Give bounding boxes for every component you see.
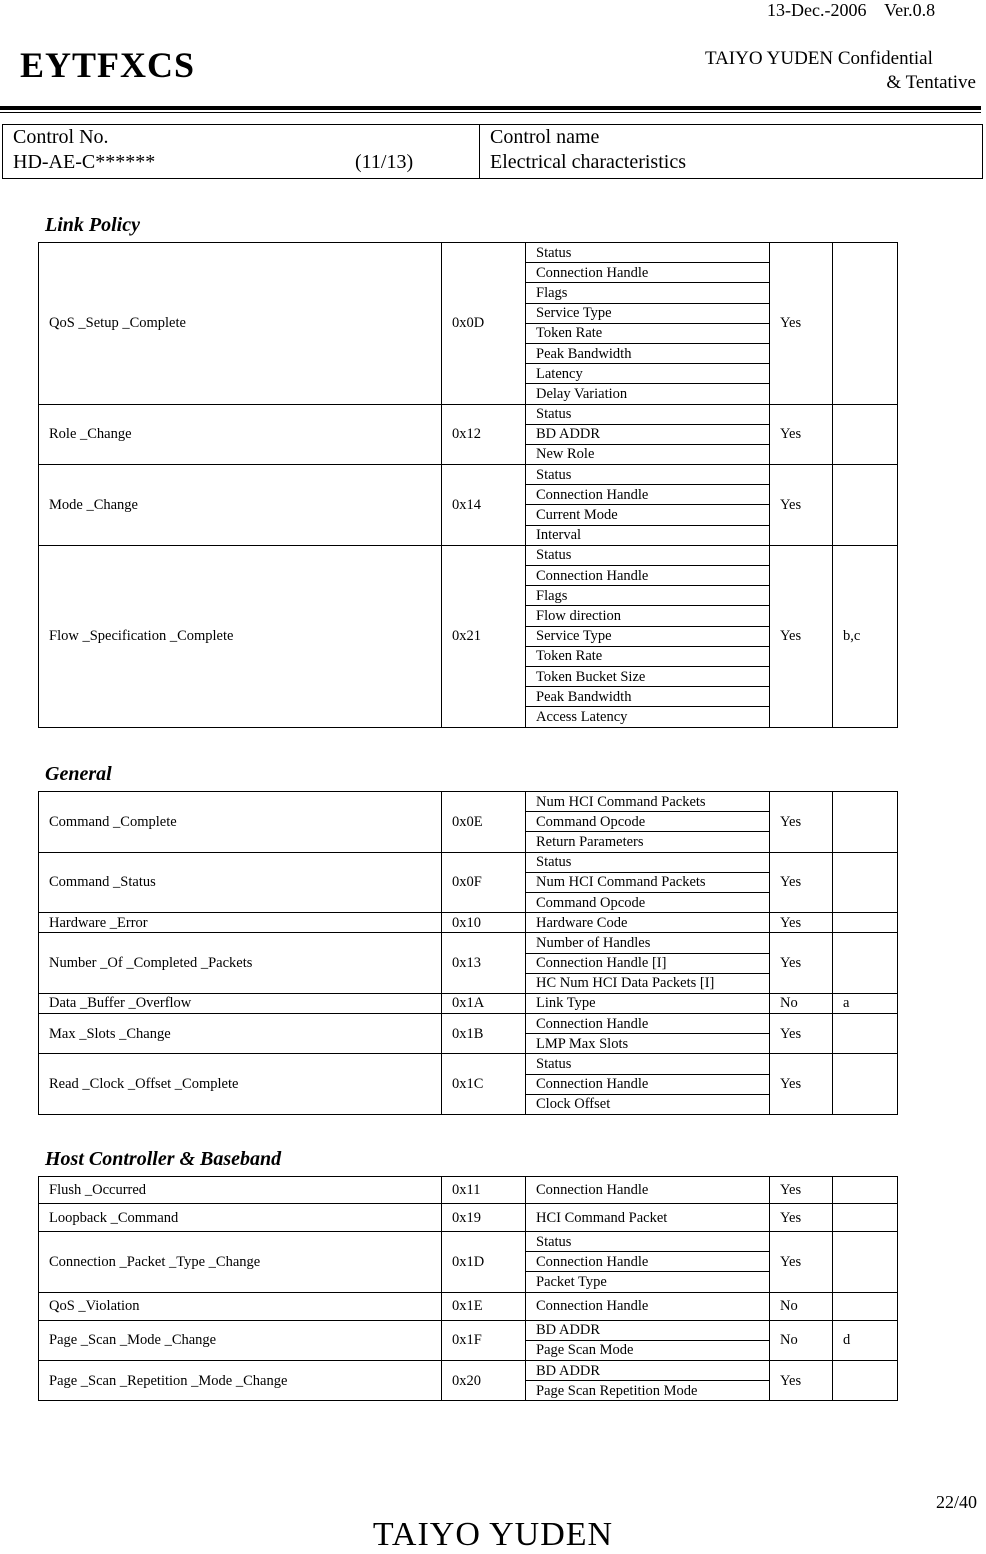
parameter-name: Flags (526, 283, 770, 303)
parameter-name: Status (526, 465, 770, 485)
parameter-name: Flags (526, 586, 770, 606)
parameter-name: Link Type (526, 993, 770, 1013)
event-code: 0x12 (442, 404, 526, 465)
parameter-name: HC Num HCI Data Packets [I] (526, 973, 770, 993)
parameter-name: Status (526, 1054, 770, 1074)
table-row (39, 913, 898, 933)
parameter-name: Connection Handle (526, 566, 770, 586)
event-name: Data _Buffer _Overflow (39, 993, 442, 1013)
note-ref (833, 1014, 898, 1054)
parameter-name: Service Type (526, 303, 770, 323)
control-page-ref: (11/13) (355, 151, 414, 173)
note-ref (833, 1232, 898, 1293)
event-name: Page _Scan _Repetition _Mode _Change (39, 1360, 442, 1400)
parameter-name: Access Latency (526, 707, 770, 727)
note-ref: d (833, 1320, 898, 1360)
table-row (39, 1204, 898, 1232)
support-status: Yes (770, 1360, 833, 1400)
parameter-name: Token Rate (526, 323, 770, 343)
parameter-name: Connection Handle (526, 485, 770, 505)
control-name-cell (480, 125, 983, 178)
support-status: Yes (770, 792, 833, 853)
control-no-label: Control No. (13, 126, 109, 148)
date-version: 13-Dec.-2006 Ver.0.8 (767, 0, 936, 20)
parameter-name: Peak Bandwidth (526, 687, 770, 707)
support-status: Yes (770, 1204, 833, 1232)
support-status: Yes (770, 913, 833, 933)
parameter-name: Num HCI Command Packets (526, 872, 770, 892)
table-row (39, 852, 898, 872)
event-code: 0x13 (442, 933, 526, 994)
parameter-name: Connection Handle (526, 1177, 770, 1204)
parameter-name: Command Opcode (526, 812, 770, 832)
event-code: 0x0D (442, 243, 526, 405)
event-name: Number _Of _Completed _Packets (39, 933, 442, 994)
control-name-value: Electrical characteristics (490, 151, 686, 173)
table-row (39, 465, 898, 485)
event-table (38, 1176, 898, 1401)
event-name: Page _Scan _Mode _Change (39, 1320, 442, 1360)
header-rule-thick (0, 106, 981, 110)
table-row (39, 993, 898, 1013)
note-ref (833, 852, 898, 913)
event-name: Flow _Specification _Complete (39, 545, 442, 727)
support-status: Yes (770, 243, 833, 405)
parameter-name: Peak Bandwidth (526, 343, 770, 363)
parameter-name: Status (526, 243, 770, 263)
parameter-name: Connection Handle (526, 1292, 770, 1320)
control-name-label: Control name (490, 126, 600, 148)
event-code: 0x1D (442, 1232, 526, 1293)
note-ref: a (833, 993, 898, 1013)
support-status: No (770, 1292, 833, 1320)
event-code: 0x0F (442, 852, 526, 913)
parameter-name: Token Bucket Size (526, 666, 770, 686)
parameter-name: Num HCI Command Packets (526, 792, 770, 812)
section-title: Host Controller & Baseband (45, 1148, 282, 1170)
parameter-name: New Role (526, 444, 770, 464)
note-ref (833, 465, 898, 546)
confidential-line-1: TAIYO YUDEN Confidential (705, 48, 933, 69)
table-row (39, 1292, 898, 1320)
note-ref (833, 913, 898, 933)
event-code: 0x20 (442, 1360, 526, 1400)
support-status: Yes (770, 1232, 833, 1293)
event-name: QoS _Violation (39, 1292, 442, 1320)
support-status: Yes (770, 545, 833, 727)
event-name: Role _Change (39, 404, 442, 465)
parameter-name: LMP Max Slots (526, 1034, 770, 1054)
event-name: Loopback _Command (39, 1204, 442, 1232)
parameter-name: BD ADDR (526, 1320, 770, 1340)
parameter-name: HCI Command Packet (526, 1204, 770, 1232)
support-status: Yes (770, 852, 833, 913)
support-status: No (770, 1320, 833, 1360)
event-name: Read _Clock _Offset _Complete (39, 1054, 442, 1115)
parameter-name: Connection Handle [I] (526, 953, 770, 973)
parameter-name: Page Scan Mode (526, 1340, 770, 1360)
event-code: 0x1B (442, 1014, 526, 1054)
event-name: Mode _Change (39, 465, 442, 546)
event-code: 0x11 (442, 1177, 526, 1204)
parameter-name: Page Scan Repetition Mode (526, 1381, 770, 1401)
note-ref (833, 1292, 898, 1320)
table-row (39, 404, 898, 424)
event-code: 0x0E (442, 792, 526, 853)
parameter-name: Return Parameters (526, 832, 770, 852)
event-name: Command _Status (39, 852, 442, 913)
support-status: Yes (770, 1054, 833, 1115)
parameter-name: Command Opcode (526, 892, 770, 912)
event-name: QoS _Setup _Complete (39, 243, 442, 405)
event-code: 0x1F (442, 1320, 526, 1360)
parameter-name: Connection Handle (526, 1014, 770, 1034)
note-ref (833, 1204, 898, 1232)
table-row (39, 545, 898, 565)
page-number: 22/40 (936, 1492, 978, 1512)
parameter-name: Packet Type (526, 1272, 770, 1292)
parameter-name: Number of Handles (526, 933, 770, 953)
support-status: Yes (770, 1177, 833, 1204)
support-status: Yes (770, 933, 833, 994)
table-row (39, 1360, 898, 1380)
parameter-name: Latency (526, 364, 770, 384)
control-box (2, 124, 983, 179)
parameter-name: Connection Handle (526, 263, 770, 283)
event-name: Command _Complete (39, 792, 442, 853)
product-code: EYTFXCS (20, 45, 196, 85)
event-table (38, 791, 898, 1115)
footer-company: TAIYO YUDEN (372, 1516, 614, 1553)
parameter-name: Connection Handle (526, 1252, 770, 1272)
table-row (39, 1014, 898, 1034)
event-code: 0x1E (442, 1292, 526, 1320)
parameter-name: Clock Offset (526, 1094, 770, 1114)
note-ref: b,c (833, 545, 898, 727)
control-number-cell (3, 125, 480, 178)
confidential-line-2: & Tentative (886, 72, 976, 93)
table-row (39, 1177, 898, 1204)
section-title: Link Policy (45, 214, 140, 236)
table-row (39, 933, 898, 953)
parameter-name: Status (526, 1232, 770, 1252)
parameter-name: BD ADDR (526, 424, 770, 444)
parameter-name: Status (526, 404, 770, 424)
table-row (39, 1054, 898, 1074)
table-row (39, 1320, 898, 1340)
event-code: 0x21 (442, 545, 526, 727)
parameter-name: Connection Handle (526, 1074, 770, 1094)
event-name: Hardware _Error (39, 913, 442, 933)
parameter-name: Service Type (526, 626, 770, 646)
event-table (38, 242, 898, 728)
note-ref (833, 792, 898, 853)
header-rule-thin (0, 112, 981, 113)
parameter-name: Status (526, 852, 770, 872)
event-code: 0x1C (442, 1054, 526, 1115)
parameter-name: Current Mode (526, 505, 770, 525)
note-ref (833, 1177, 898, 1204)
note-ref (833, 1360, 898, 1400)
event-name: Connection _Packet _Type _Change (39, 1232, 442, 1293)
support-status: Yes (770, 465, 833, 546)
support-status: No (770, 993, 833, 1013)
parameter-name: Token Rate (526, 646, 770, 666)
control-no-value: HD-AE-C****** (13, 151, 156, 173)
support-status: Yes (770, 1014, 833, 1054)
parameter-name: Status (526, 545, 770, 565)
parameter-name: Hardware Code (526, 913, 770, 933)
note-ref (833, 243, 898, 405)
event-code: 0x19 (442, 1204, 526, 1232)
event-code: 0x1A (442, 993, 526, 1013)
table-row (39, 243, 898, 263)
support-status: Yes (770, 404, 833, 465)
table-row (39, 1232, 898, 1252)
parameter-name: Flow direction (526, 606, 770, 626)
event-code: 0x14 (442, 465, 526, 546)
note-ref (833, 404, 898, 465)
event-name: Max _Slots _Change (39, 1014, 442, 1054)
parameter-name: BD ADDR (526, 1360, 770, 1380)
event-code: 0x10 (442, 913, 526, 933)
table-row (39, 792, 898, 812)
note-ref (833, 1054, 898, 1115)
section-title: General (45, 763, 112, 785)
note-ref (833, 933, 898, 994)
event-name: Flush _Occurred (39, 1177, 442, 1204)
parameter-name: Delay Variation (526, 384, 770, 404)
parameter-name: Interval (526, 525, 770, 545)
